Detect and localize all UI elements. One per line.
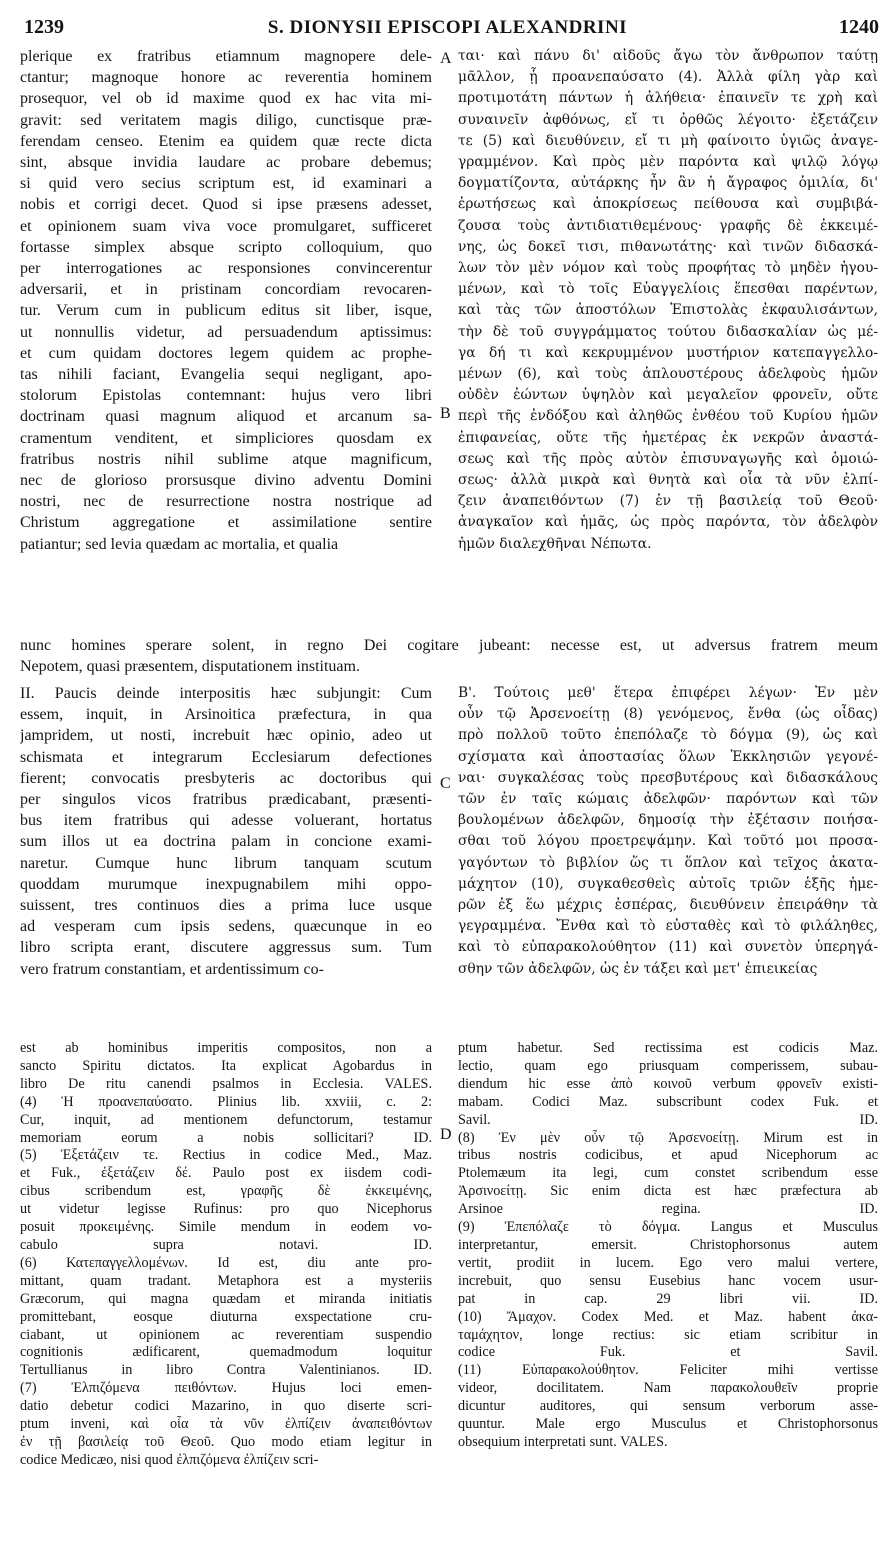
greek-text-line: οὐδὲν ἐώντων ὑψηλὸν καὶ μεγαλεῖον φρονεῖν, οὔτε	[458, 387, 878, 404]
greek-text-line: ρῶν ἐξ ἕω μέχρις ἑσπέρας, διευθύνειν ἐπειράθην τὰ	[458, 897, 878, 914]
footnote-line: vertit, prodiit in lucem. Ego vero malui vertere,	[458, 1254, 878, 1271]
greek-text-line: γεγραμμένα. Ἔνθα καὶ τὸ εὐσταθὲς καὶ τὸ φιλάληθες,	[458, 918, 878, 935]
latin-text-line: ut nonnullis videtur, ad persuadendum aptissimus:	[20, 323, 432, 341]
greek-text-line: Β'. Τούτοις μεθ' ἕτερα ἐπιφέρει λέγων· Ἐν μὲν	[458, 685, 878, 701]
latin-column-top	[20, 46, 432, 555]
footnote-line: dicuntur auditores, qui sensum verborum asse-	[458, 1398, 878, 1415]
footnote-line: (7) Ἐλπιζόμενα πειθόντων. Hujus loci emen-	[20, 1380, 432, 1397]
greek-text-line: σεως καὶ τῆς πρὸς αὐτὸν ἐπισυναγωγῆς καὶ ὁμοιώ-	[458, 450, 878, 467]
footnote-line: ut videtur legisse Rufinus: pro quo Nicephorus	[20, 1201, 432, 1218]
footnote-line: (11) Εὐπαρακολούθητον. Feliciter mihi vertisse	[458, 1362, 878, 1379]
footnote-line: et Fuk., ἐξετάζειν δέ. Paulo post ex iisdem codi-	[20, 1165, 432, 1182]
greek-text-line: ἐπιφανείας, οὔτε τῆς ἡμετέρας ἐκ νεκρῶν ἀναστά-	[458, 429, 878, 446]
latin-text-line: per singulos vicos fratribus prædicabant, præsenti-	[20, 791, 432, 809]
latin-text-line: nec de glorioso prorsusque divino adventu Domini	[20, 472, 432, 490]
footnote-line: Cur, inquit, ad mentionem defunctorum, testamur	[20, 1111, 432, 1128]
latin-text-line: sum illos ut ea doctrina palam in concione exami-	[20, 833, 432, 851]
footnote-line: libro De ritu canendi psalmos in Ecclesia. VALES.	[20, 1075, 432, 1092]
footnote-line: lectio, quam ego priusquam comperissem, subau-	[458, 1057, 878, 1074]
latin-text-line: fratribus nostris nihil sublime atque magnificum,	[20, 450, 432, 468]
footnote-line: videor, docilitatem. Nam παρακολουθεῖν proprie	[458, 1380, 878, 1397]
margin-letter-c: C	[440, 775, 451, 792]
latin-text-line: fierent; convocatis presbyteris ac doctoribus qui	[20, 769, 432, 787]
greek-text-line: οὖν τῷ Ἀρσενοείτῃ (8) γενόμενος, ἔνθα (ὡς οἶδας)	[458, 706, 878, 723]
latin-text-line: ferendam censeo. Etenim ea quidem quæ recte dicta	[20, 132, 432, 150]
footnote-line: ptum inveni, καὶ οἷα τὰ νῦν ἐλπίζειν ἀναπειθόντων	[20, 1416, 432, 1433]
latin-text-line: ctantur; magnoque honore ac reverentia hominem	[20, 69, 432, 87]
greek-text-line: γαγόντων τὸ βιβλίον ὥς τι ὅπλον καὶ τεῖχος ἀκατα-	[458, 854, 878, 871]
latin-text-line: tas nihili faciant, Evangelia sequi negligant, apo-	[20, 366, 432, 384]
greek-text-line: βουλομένων ἀδελφῶν, δημοσίᾳ τὴν ἐξέτασιν ποιήσα-	[458, 812, 878, 829]
latin-text-line: jampridem, ut nosti, increbuit hæc opinio, adeo ut	[20, 727, 432, 745]
footnote-line: codice Fuk. et Savil.	[458, 1344, 878, 1361]
margin-letter-b: B	[440, 405, 451, 422]
margin-letter-d: D	[440, 1126, 452, 1143]
footnote-line: ἐν τῇ βασιλείᾳ τοῦ Θεοῦ. Quo modo etiam legitur in	[20, 1433, 432, 1450]
page-number-right: 1240	[839, 16, 879, 38]
greek-text-line: δογματίζοντα, αὐτάρκης ἦν ἂν ἡ ἄγραφος ὁμιλία, δι'	[458, 175, 878, 192]
latin-text-line: ad vesperam cum ipsis sedens, quæcunque in eo	[20, 918, 432, 936]
latin-text-line: et cum quidam doctores legem quidem ac prophe-	[20, 344, 432, 362]
latin-text-line: gravit: sed veritatem magis diligo, cunctisque præ-	[20, 111, 432, 129]
footnote-line: cognitionis ædificarent, quemadmodum loquitur	[20, 1344, 432, 1361]
latin-text-line: cramentum venditent, et simpliciores quosdam ex	[20, 429, 432, 447]
greek-text-line: σθαι τοῦ λόγου προετρεψάμην. Καὶ τοῦτό μοι προσα-	[458, 833, 878, 850]
greek-text-line: γραμμένον. Καὶ πρὸς μὲν παρόντα καὶ ψιλῷ λόγῳ	[458, 154, 878, 171]
footnote-line: (10) Ἄμαχον. Codex Med. et Maz. habent ἀκα-	[458, 1308, 878, 1325]
footnote-line: sancto Spiritu dictatos. Ita explicat Agobardus in	[20, 1057, 432, 1074]
greek-text-line: τὴν δὲ τοῦ συγγράμματος τούτου διδασκαλίαν ὡς μέ-	[458, 323, 878, 340]
footnote-line: obsequium interpretati sunt. VALES.	[458, 1433, 668, 1450]
latin-text-line: libro scripta erant, discutere aggressus sum. Tum	[20, 939, 432, 957]
latin-text-line: tur. Verum cum in publicum editus sit liber, isque,	[20, 302, 432, 320]
page-number-left: 1239	[24, 16, 64, 38]
greek-text-line: πρὸ πολλοῦ τοῦτο ἐπεπόλαζε τὸ δόγμα (9), ὡς καὶ	[458, 727, 878, 744]
greek-text-line: σχίσματα καὶ ἀποστασίας ὅλων Ἐκκλησιῶν γεγονέ-	[458, 748, 878, 765]
greek-text-line: μένων, καὶ τὸ τοῖς Εὐαγγελίοις ἕπεσθαι παρέντων,	[458, 281, 878, 298]
footnote-line: (5) Ἐξετάζειν τε. Rectius in codice Med., Maz.	[20, 1147, 432, 1164]
footnote-line: quuntur. Male ergo Musculus et Christophorsonus	[458, 1416, 878, 1433]
margin-letter-a: A	[440, 50, 452, 67]
footnote-line: Savil. ID.	[458, 1111, 878, 1128]
footnote-line: ptum habetur. Sed rectissima est codicis Maz.	[458, 1040, 878, 1056]
footnote-line: mittant, quam tradant. Metaphora est a mysteriis	[20, 1272, 432, 1289]
latin-text-line: sint, absque invidia laudare ac probare debemus;	[20, 154, 432, 172]
footnote-line: ταμάχητον, longe rectius: sic etiam scribitur in	[458, 1326, 878, 1343]
greek-text-line: τε (5) καὶ διευθύνειν, εἴ τι μὴ φαίνοιτο ὑγιῶς ἀναγε-	[458, 132, 878, 149]
footnote-line: diendum hic esse ἀπὸ κοινοῦ verbum φρονεῖν existi-	[458, 1075, 878, 1092]
footnote-line: Tertullianus in libro Contra Valentinianos. ID.	[20, 1362, 432, 1379]
greek-text-line: ζειν ἀναπειθόντων (7) ἐν τῇ βασιλείᾳ τοῦ Θεοῦ·	[458, 493, 878, 510]
footnote-line: pat in cap. 29 libri vii. ID.	[458, 1290, 878, 1307]
greek-text-line: ἡμῶν διαλεχθῆναι Νέπωτα.	[458, 535, 652, 552]
latin-text-line: nobis et corrigi decet. Quod si ipse præsens adesset,	[20, 196, 432, 214]
greek-text-line: μάχητον (10), συγκαθεσθεὶς αὐτοῖς τριῶν ἑξῆς ἡμε-	[458, 875, 878, 892]
latin-text-line: nostri, nec de resurrectione nostra nostrique ad	[20, 493, 432, 511]
latin-text-line: plerique ex fratribus etiamnum magnopere dele-	[20, 48, 432, 65]
greek-text-line: ται· καὶ πάνυ δι' αἰδοῦς ἄγω τὸν ἄνθρωπον ταύτῃ	[458, 48, 878, 64]
greek-text-line: συναινεῖν ἀφθόνως, εἴ τι ὀρθῶς λέγοιτο· ἐξετάζειν	[458, 111, 878, 128]
latin-text-line: stolorum Epistolas contemnant: hujus vero libri	[20, 387, 432, 405]
greek-text-line: καὶ τὰς τῶν ἀποστόλων Ἐπιστολὰς ἐκφαυλισάντων,	[458, 302, 878, 319]
latin-text-line: per interrogationes ac responsiones convincerentur	[20, 260, 432, 278]
footnote-line: ciabant, ut opinionem ac reverentiam suspendio	[20, 1326, 432, 1343]
full-width-line: Nepotem, quasi præsentem, disputationem instituam.	[20, 658, 360, 676]
footnote-line: (6) Κατεπαγγελλομένων. Id est, diu ante pro-	[20, 1254, 432, 1271]
latin-text-line: suissent, tres continuos dies a prima luce usque	[20, 897, 432, 915]
footnote-line: promittebant, eosque diuturna exspectatione cru-	[20, 1308, 432, 1325]
running-header	[0, 14, 895, 42]
greek-text-line: λων τὸν μὲν νόμον καὶ τοὺς προφήτας τὸ μηδὲν ἡγου-	[458, 260, 878, 277]
footnote-line: Græcorum, qui magna quædam et miranda initiatis	[20, 1290, 432, 1307]
greek-text-line: γα δή τι καὶ κεκρυμμένον μυστήριον κατεπαγγελλο-	[458, 344, 878, 361]
footnote-line: codice Medicæo, nisi quod ἐλπιζόμενα ἐλπίζειν scri-	[20, 1451, 319, 1468]
latin-text-line: doctrinam quasi magnum aliquod et arcanum sa-	[20, 408, 432, 426]
footnotes-right	[458, 1040, 878, 1452]
latin-text-line: naretur. Cumque hunc librum tanquam scutum	[20, 854, 432, 872]
greek-text-line: μένων (6), καὶ τοὺς ἁπλουστέρους ἀδελφοὺς ἡμῶν	[458, 366, 878, 383]
greek-text-line: περὶ τῆς ἐνδόξου καὶ ἀληθῶς ἐνθέου τοῦ Κυρίου ἡμῶν	[458, 408, 878, 425]
latin-text-line: prosequor, vel ob id maxime quod ex hac vita mi-	[20, 90, 432, 108]
footnote-line: tribus nostris codicibus, et apud Nicephorum ac	[458, 1147, 878, 1164]
full-width-line: nunc homines sperare solent, in regno Dei cogitare jubeant: necesse est, ut adversus fratrem meum	[20, 637, 878, 654]
latin-text-line: bus item fratribus qui adesse voluerant, hortatus	[20, 812, 432, 830]
footnote-line: (8) Ἐν μὲν οὖν τῷ Ἀρσενοείτῃ. Mirum est in	[458, 1129, 878, 1146]
latin-text-line: patiantur; sed levia quædam ac mortalia, et qualia	[20, 535, 339, 553]
greek-text-line: νης, ὡς δοκεῖ τισι, πιθανωτάτης· καὶ τινῶν διδασκά-	[458, 238, 878, 255]
footnote-line: Ἀρσινοείτῃ. Sic enim dicta est hæc præfectura ab	[458, 1183, 878, 1200]
greek-text-line: σθην τῶν ἀδελφῶν, ὡς ἐν τάξει καὶ μετ' ἐπιεικείας	[458, 960, 818, 977]
latin-text-line: schismata et integrarum Ecclesiarum defectiones	[20, 748, 432, 766]
latin-text-line: II. Paucis deinde interpositis hæc subjungit: Cum	[20, 685, 432, 702]
footnote-line: cibus scribendum est, γραφῆς δὲ ἐκκειμένης,	[20, 1183, 432, 1200]
footnote-line: (4) Ἡ προανεπαύσατο. Plinius lib. xxviii, c. 2:	[20, 1093, 432, 1110]
latin-text-line: essem, inquit, in Arsinoitica præfectura, in qua	[20, 706, 432, 724]
greek-text-line: προτιμοτάτη πάντων ἡ ἀλήθεια· ἐπαινεῖν τε χρὴ καὶ	[458, 90, 878, 107]
greek-text-line: ἐρωτήσεως καὶ ἀποκρίσεως πείθουσα καὶ συμβιβά-	[458, 196, 878, 213]
greek-text-line: ναι· συγκαλέσας τοὺς πρεσβυτέρους καὶ διδασκάλους	[458, 769, 878, 786]
footnote-line: Ptolemæum ita legi, cum constet scribendum esse	[458, 1165, 878, 1182]
latin-text-line: si quid vero secius scriptum est, id examinari a	[20, 175, 432, 193]
footnote-line: datio debetur codici Mazarino, in quo diserte scri-	[20, 1398, 432, 1415]
latin-column-section-ii	[20, 683, 432, 980]
footnotes-left	[20, 1040, 432, 1470]
latin-text-line: quoddam murumque inexpugnabilem mihi oppo-	[20, 875, 432, 893]
latin-text-line: Christum aggregatione et assimilatione sentire	[20, 514, 432, 532]
footnote-line: interpretantur, emersit. Christophorsonus autem	[458, 1236, 878, 1253]
greek-text-line: ἀναγκαῖον καὶ ἡμᾶς, ὡς πρὸς παρόντα, τὸν ἀδελφὸν	[458, 514, 878, 531]
greek-text-line: καὶ τὸ εὐπαρακολούθητον (11) καὶ συνετὸν ὑπερηγά-	[458, 939, 878, 956]
footnote-line: Arsinoe regina. ID.	[458, 1201, 878, 1218]
footnote-line: mabam. Codici Maz. subscribunt codex Fuk. et	[458, 1093, 878, 1110]
greek-text-line: ζουσα τοὺς ἀντιδιατιθεμένους· γραφῆς δὲ ἐκκειμέ-	[458, 217, 878, 234]
full-width-passage	[20, 635, 878, 677]
footnote-line: increbuit, quo sensu Eusebius hanc vocem usur-	[458, 1272, 878, 1289]
latin-text-line: vero fratrum constantiam, et ardentissimum co-	[20, 960, 324, 978]
greek-text-line: μᾶλλον, ᾗ προανεπαύσατο (4). Ἀλλὰ φίλη γὰρ καὶ	[458, 69, 878, 86]
footnote-line: est ab hominibus imperitis compositos, non a	[20, 1040, 432, 1056]
latin-text-line: adversarii, et in pristinam concordiam revocaren-	[20, 281, 432, 299]
latin-text-line: fortasse simplex absque scripto colloquium, quo	[20, 238, 432, 256]
footnote-line: cabulo supra notavi. ID.	[20, 1236, 432, 1253]
running-title: S. DIONYSII EPISCOPI ALEXANDRINI	[267, 17, 628, 38]
greek-text-line: τῶν ἐν ταῖς κώμαις ἀδελφῶν· παρόντων καὶ τῶν	[458, 791, 878, 808]
latin-text-line: et opinionem suam viva voce promulgaret, sufficeret	[20, 217, 432, 235]
greek-text-line: σεως· ἀλλὰ μικρὰ καὶ θνητὰ καὶ οἷα τὰ νῦν ἐλπί-	[458, 472, 878, 489]
footnote-line: memoriam eorum a nobis sollicitari? ID.	[20, 1129, 432, 1146]
footnote-line: (9) Ἐπεπόλαζε τὸ δόγμα. Langus et Musculus	[458, 1219, 878, 1236]
greek-column-section-ii	[458, 683, 878, 980]
footnote-line: posuit προκειμένης. Simile mendum in eodem vo-	[20, 1219, 432, 1236]
greek-column-top	[458, 46, 878, 555]
